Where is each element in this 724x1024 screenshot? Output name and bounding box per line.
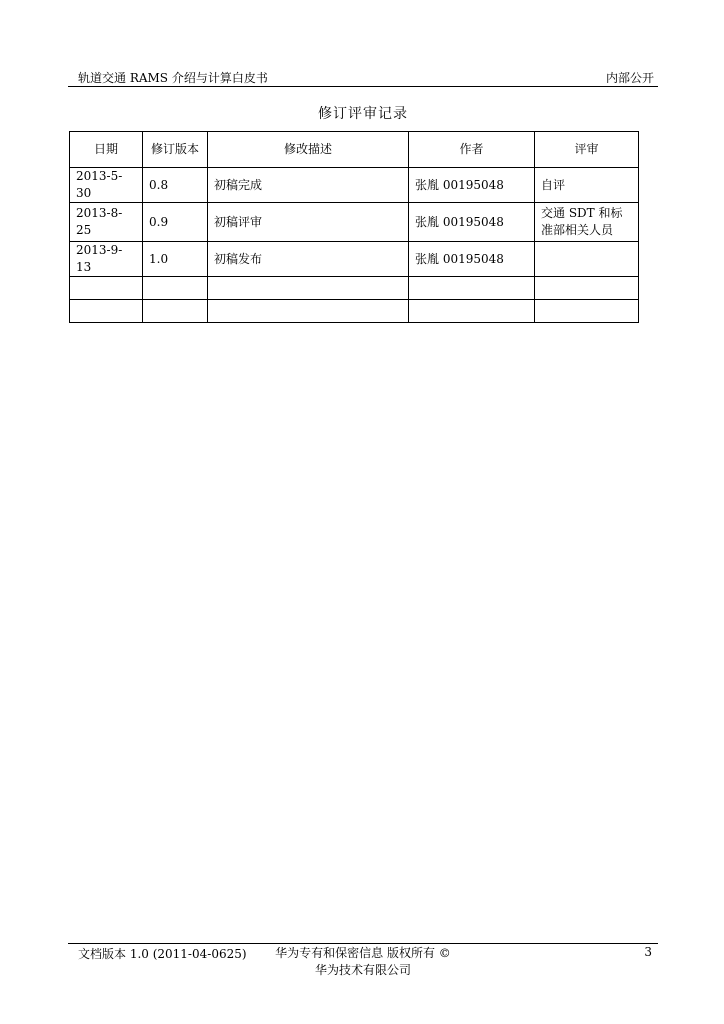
cell-author <box>409 300 535 323</box>
classification-label: 内部公开 <box>605 71 654 85</box>
document-version: 文档版本 1.0 (2011-04-0625) <box>78 947 247 961</box>
page-footer <box>68 943 658 984</box>
confidentiality-notice: 华为专有和保密信息 版权所有 © <box>275 946 451 960</box>
cell-date <box>70 277 143 300</box>
cell-date: 2013-8-25 <box>70 203 143 242</box>
table-row <box>70 300 639 323</box>
cell-reviewer <box>535 277 639 300</box>
cell-date: 2013-9-13 <box>70 242 143 277</box>
footer-center <box>258 945 468 979</box>
revision-table <box>69 131 639 323</box>
cell-reviewer: 交通 SDT 和标准部相关人员 <box>535 203 639 242</box>
cell-reviewer <box>535 242 639 277</box>
cell-description: 初稿发布 <box>208 242 409 277</box>
cell-author: 张胤 00195048 <box>409 168 535 203</box>
cell-version: 0.8 <box>143 168 208 203</box>
cell-reviewer: 自评 <box>535 168 639 203</box>
table-row <box>70 242 639 277</box>
cell-version <box>143 300 208 323</box>
cell-author <box>409 277 535 300</box>
cell-date <box>70 300 143 323</box>
table-row <box>70 168 639 203</box>
table-row <box>70 203 639 242</box>
table-row <box>70 277 639 300</box>
cell-version: 0.9 <box>143 203 208 242</box>
table-header-row <box>70 132 639 168</box>
column-header-date: 日期 <box>70 132 143 168</box>
document-title: 轨道交通 RAMS 介绍与计算白皮书 <box>78 71 268 85</box>
cell-version: 1.0 <box>143 242 208 277</box>
page-header <box>68 68 658 87</box>
column-header-version: 修订版本 <box>143 132 208 168</box>
column-header-author: 作者 <box>409 132 535 168</box>
cell-date: 2013-5-30 <box>70 168 143 203</box>
cell-description <box>208 277 409 300</box>
cell-author: 张胤 00195048 <box>409 203 535 242</box>
column-header-reviewer: 评审 <box>535 132 639 168</box>
cell-description: 初稿评审 <box>208 203 409 242</box>
cell-description: 初稿完成 <box>208 168 409 203</box>
column-header-description: 修改描述 <box>208 132 409 168</box>
cell-reviewer <box>535 300 639 323</box>
section-title: 修订评审记录 <box>318 106 408 122</box>
cell-description <box>208 300 409 323</box>
company-name: 华为技术有限公司 <box>314 963 411 977</box>
page-number: 3 <box>644 945 652 959</box>
cell-version <box>143 277 208 300</box>
cell-author: 张胤 00195048 <box>409 242 535 277</box>
